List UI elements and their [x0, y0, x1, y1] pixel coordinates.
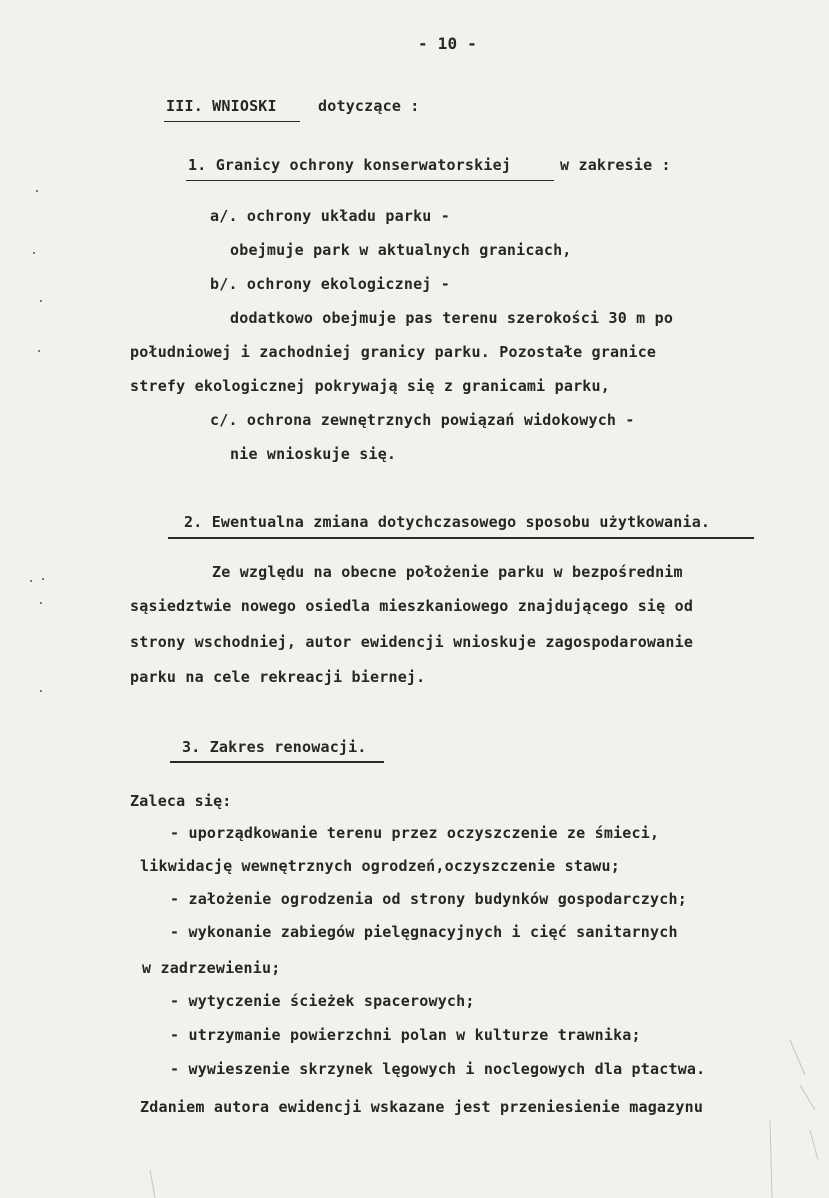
margin-speck: [33, 252, 35, 254]
heading-protection-limits-rest: w zakresie :: [560, 156, 671, 174]
text-line: strefy ekologicznej pokrywają się z granicami parku,: [130, 377, 610, 395]
underline-protection-limits: [186, 180, 554, 181]
text-line: południowej i zachodniej granicy parku. Pozostałe granice: [130, 343, 657, 361]
heading-usage-change: 2. Ewentualna zmiana dotychczasowego sposobu użytkowania.: [184, 513, 711, 531]
page-number: - 10 -: [418, 34, 477, 53]
margin-speck: [40, 690, 42, 692]
underline-usage-change: [168, 537, 754, 539]
text-line: c/. ochrona zewnętrznych powiązań widokowych -: [210, 411, 635, 429]
list-item: - uporządkowanie terenu przez oczyszczenie ze śmieci,: [170, 824, 660, 842]
text-line: Ze względu na obecne położenie parku w bezpośrednim: [212, 563, 683, 581]
section-heading-conclusions-rest: dotyczące :: [318, 97, 420, 115]
text-line: a/. ochrony układu parku -: [210, 207, 450, 225]
margin-speck: [36, 190, 38, 192]
text-line: Zaleca się:: [130, 792, 232, 810]
text-line: parku na cele rekreacji biernej.: [130, 668, 426, 686]
heading-renovation-scope: 3. Zakres renowacji.: [182, 738, 367, 756]
heading-protection-limits: 1. Granicy ochrony konserwatorskiej: [188, 156, 512, 174]
underline-renovation-scope: [170, 761, 384, 763]
text-line: obejmuje park w aktualnych granicach,: [230, 241, 572, 259]
text-line: sąsiedztwie nowego osiedla mieszkaniowego znajdującego się od: [130, 597, 694, 615]
text-line: dodatkowo obejmuje pas terenu szerokości 30 m po: [230, 309, 674, 327]
list-item: - wytyczenie ścieżek spacerowych;: [170, 992, 475, 1010]
margin-speck: [30, 580, 32, 582]
list-item: - wywieszenie skrzynek lęgowych i noclegowych dla ptactwa.: [170, 1060, 706, 1078]
margin-speck: [42, 578, 44, 580]
text-line: b/. ochrony ekologicznej -: [210, 275, 450, 293]
list-item: - założenie ogrodzenia od strony budynków gospodarczych;: [170, 890, 687, 908]
text-line: Zdaniem autora ewidencji wskazane jest przeniesienie magazynu: [140, 1098, 704, 1116]
list-item: - wykonanie zabiegów pielęgnacyjnych i cięć sanitarnych: [170, 923, 678, 941]
margin-speck: [40, 602, 42, 604]
text-line: strony wschodniej, autor ewidencji wnioskuje zagospodarowanie: [130, 633, 694, 651]
margin-speck: [38, 350, 40, 352]
text-line: nie wnioskuje się.: [230, 445, 397, 463]
underline-conclusions: [164, 121, 300, 122]
section-heading-conclusions: III. WNIOSKI: [166, 97, 277, 115]
list-item: - utrzymanie powierzchni polan w kulturze trawnika;: [170, 1026, 641, 1044]
text-line: w zadrzewieniu;: [142, 959, 281, 977]
text-line: likwidację wewnętrznych ogrodzeń,oczyszczenie stawu;: [140, 857, 620, 875]
margin-speck: [40, 300, 42, 302]
